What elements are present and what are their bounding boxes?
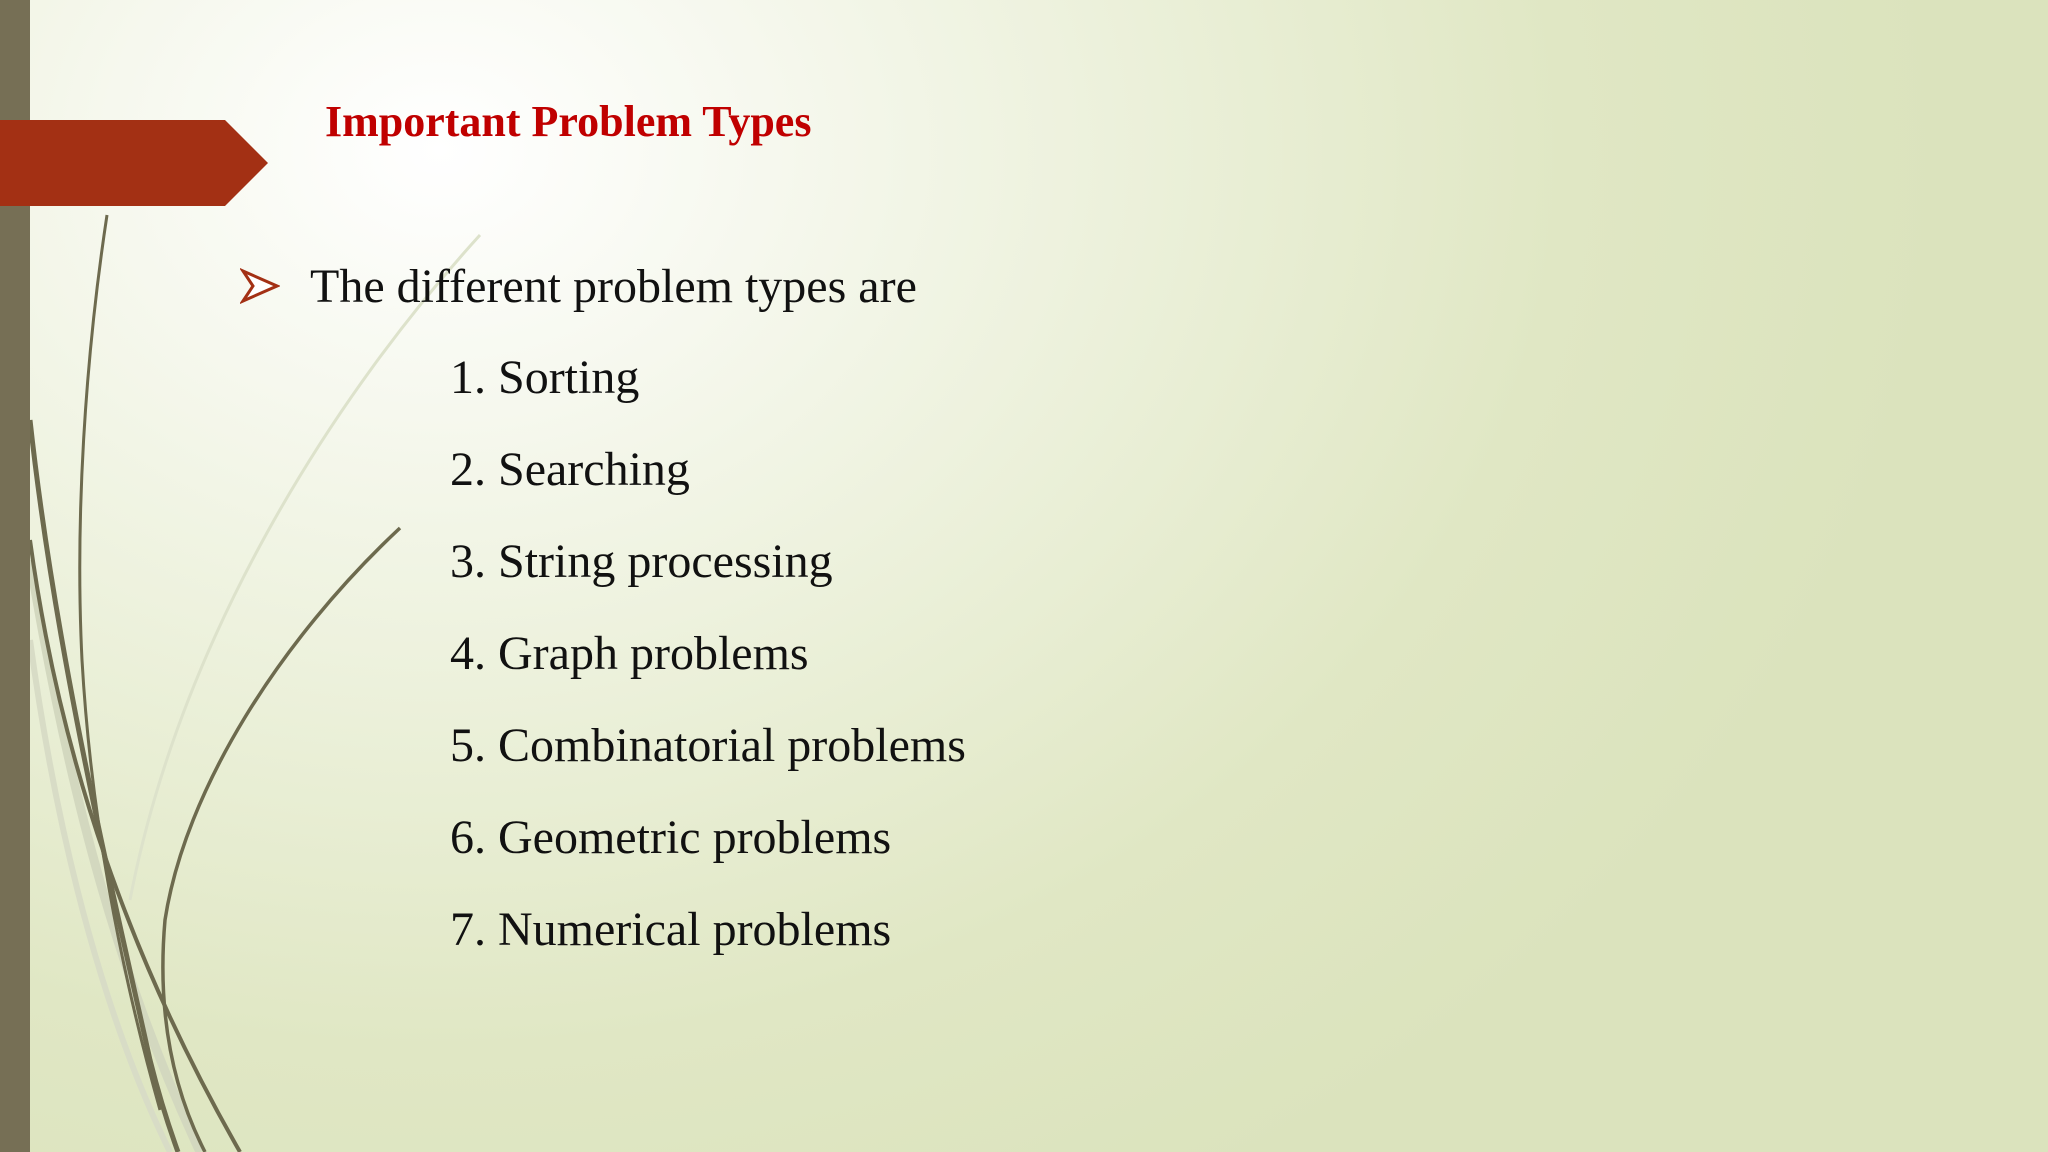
title-banner-arrow (0, 0, 280, 220)
list-item: 6. Geometric problems (450, 811, 892, 864)
list-item: 5. Combinatorial problems (450, 719, 966, 772)
list-item: 4. Graph problems (450, 627, 809, 680)
list-item: 7. Numerical problems (450, 903, 892, 956)
arrowhead-bullet-icon (240, 266, 280, 306)
slide-title: Important Problem Types (325, 97, 812, 146)
list-item: 3. String processing (450, 535, 833, 588)
bullet-text: The different problem types are (310, 259, 917, 313)
problem-types-list (450, 346, 966, 990)
list-item: 2. Searching (450, 443, 690, 496)
bullet-line (240, 254, 917, 318)
list-item: 1. Sorting (450, 351, 640, 404)
